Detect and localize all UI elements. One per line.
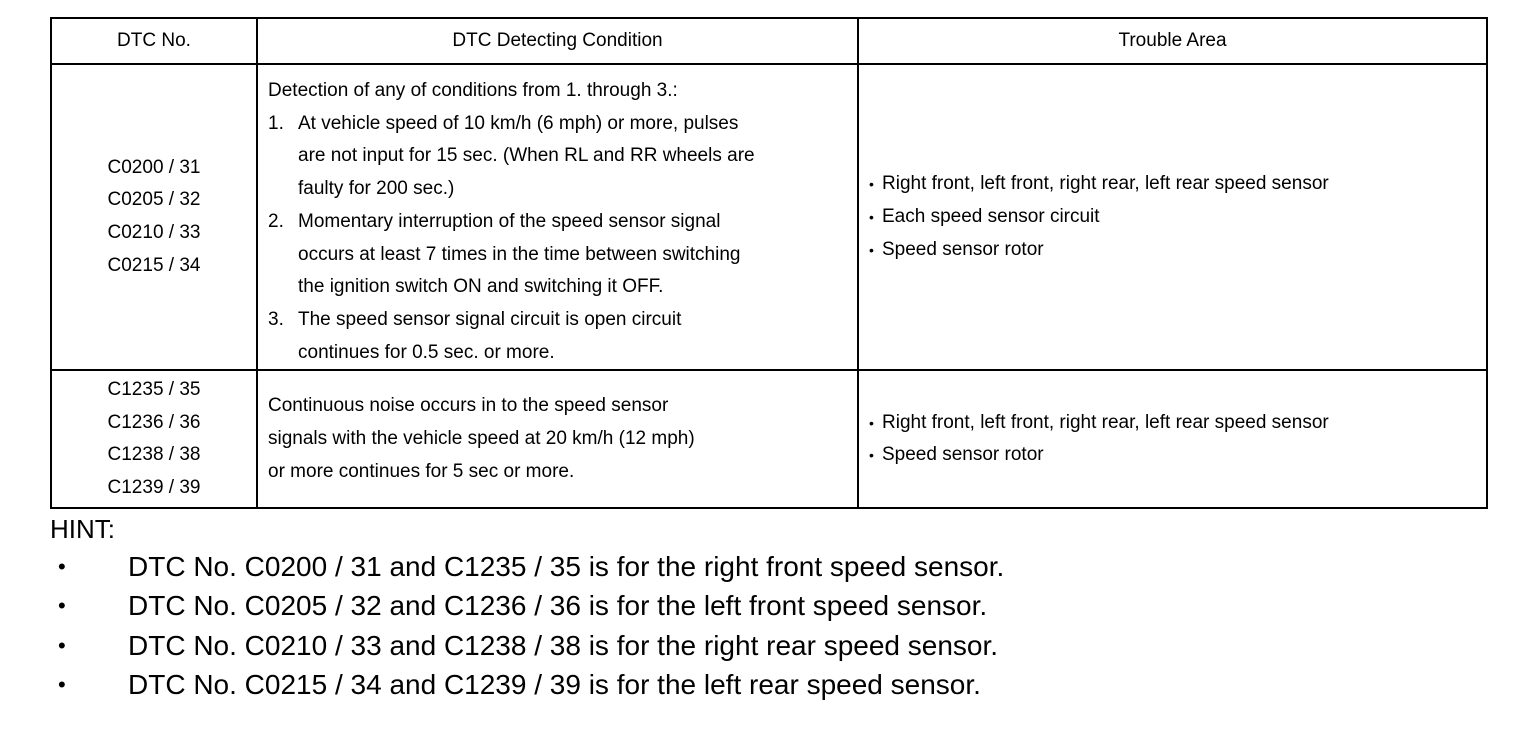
dtc-code: C1236 / 36 [107,411,201,433]
condition-text: signals with the vehicle speed at 20 km/h (12 mph) [268,427,695,449]
detecting-condition-cell [257,64,858,370]
bullet-icon: • [58,554,66,579]
table-row [51,64,1487,370]
table-row [51,370,1487,508]
condition-text: Continuous noise occurs in to the speed sensor [268,395,669,417]
dtc-code: C1239 / 39 [107,477,201,499]
hint-item [50,586,1486,625]
dtc-table [50,17,1488,509]
hint-text: DTC No. C0200 / 31 and C1235 / 35 is for the right front speed sensor. [128,551,1005,582]
condition-item [268,108,847,206]
hint-text: DTC No. C0215 / 34 and C1239 / 39 is for the left rear speed sensor. [128,668,981,700]
trouble-area-cell [858,370,1487,508]
condition-item [268,206,847,304]
bullet-icon: • [869,241,874,258]
bullet-icon: • [869,447,874,464]
trouble-area-text: Right front, left front, right rear, left rear speed sensor [882,173,1329,195]
condition-number: 3. [268,308,284,330]
condition-text: the ignition switch ON and switching it OFF. [298,276,664,298]
dtc-code: C1238 / 38 [107,444,201,466]
trouble-area-text: Right front, left front, right rear, left rear speed sensor [882,411,1329,433]
bullet-icon: • [58,632,66,658]
bullet-icon: • [58,671,66,697]
header-dtc-no: DTC No. [51,18,257,64]
condition-text: Momentary interruption of the speed sensor signal [298,210,721,232]
dtc-code: C0210 / 33 [107,222,201,244]
dtc-code: C0205 / 32 [107,189,201,211]
trouble-area-item [869,407,1476,440]
trouble-area-text: Each speed sensor circuit [882,205,1100,227]
condition-number: 2. [268,210,284,232]
condition-text: The speed sensor signal circuit is open circuit [298,308,682,330]
trouble-area-text: Speed sensor rotor [882,238,1044,260]
detecting-condition-cell [257,370,858,508]
dtc-codes-cell [51,64,257,370]
trouble-area-item [869,201,1476,234]
dtc-codes-cell [51,370,257,508]
bullet-icon: • [869,176,874,193]
dtc-code: C0200 / 31 [107,156,201,178]
trouble-area-item [869,168,1476,201]
condition-text: or more continues for 5 sec or more. [268,460,575,482]
hint-text: DTC No. C0210 / 33 and C1238 / 38 is for the right rear speed sensor. [128,629,999,661]
bullet-icon: • [869,208,874,225]
table-header-row [51,18,1487,64]
hint-item [50,547,1486,586]
hint-item [50,665,1486,704]
hint-item [50,626,1486,665]
condition-intro: Detection of any of conditions from 1. through 3.: [268,80,678,101]
trouble-area-item [869,439,1476,472]
hint-text: DTC No. C0205 / 32 and C1236 / 36 is for the left front speed sensor. [128,590,988,622]
trouble-area-cell [858,64,1487,370]
header-detecting-condition: DTC Detecting Condition [257,18,858,64]
condition-text: occurs at least 7 times in the time between switching [298,243,741,265]
bullet-icon: • [869,414,874,431]
dtc-code: C0215 / 34 [107,254,201,276]
dtc-code: C1235 / 35 [107,378,201,400]
trouble-area-item [869,234,1476,267]
trouble-area-text: Speed sensor rotor [882,444,1044,466]
bullet-icon: • [58,593,66,619]
hint-section [50,511,1486,704]
condition-text: At vehicle speed of 10 km/h (6 mph) or more, pulses [298,112,739,134]
condition-text: are not input for 15 sec. (When RL and RR wheels are [298,145,755,167]
condition-text: continues for 0.5 sec. or more. [298,341,555,363]
condition-number: 1. [268,112,284,134]
hint-label: HINT: [50,514,115,544]
condition-text: faulty for 200 sec.) [298,178,455,200]
condition-item [268,304,847,369]
header-trouble-area: Trouble Area [858,18,1487,64]
